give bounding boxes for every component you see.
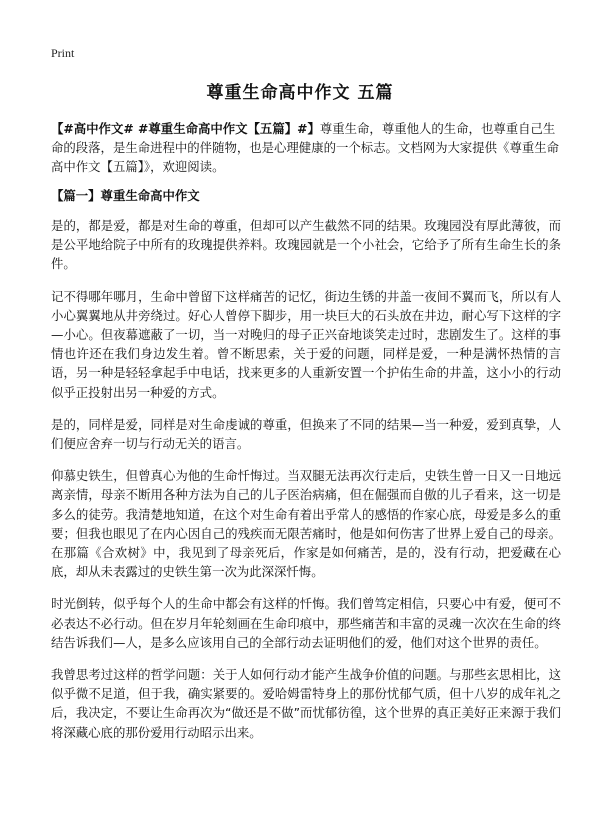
paragraph-5: 时光倒转，似乎每个人的生命中都会有这样的忏悔。我们曾笃定相信，只要心中有爱，便可不必表达不必行动。但在岁月年轮刻画在生命印痕中，那些痛苦和丰富的灵魂一次次在生命的终结告诉我们—人，是多么应该用自己的全部行动去证明他们的爱，他们对这个世界的责任。 bbox=[51, 596, 561, 650]
paragraph-2: 记不得哪年哪月，生命中曾留下这样痛苦的记忆，街边生锈的井盖一夜间不翼而飞，所以有人小心翼翼地从井旁绕过。好心人曾停下脚步，用一块巨大的石头放在井边，耐心写下这样的字—小心。但夜幕遮蔽了一切，当一对晚归的母子正兴奋地谈笑走过时，悲剧发生了。这样的事情也许还在我们身边发生着。曾不断思索，关于爱的问题，同样是爱，一种是满怀热情的言语，另一种是轻轻拿起手中电话，找来更多的人重新安置一个护佑生命的井盖，这小小的行动似乎正投射出另一种爱的方式。 bbox=[51, 288, 561, 400]
paragraph-6: 我曾思考过这样的哲学问题：关于人如何行动才能产生战争价值的问题。与那些玄思相比，这似乎微不足道，但于我，确实紧要的。爱哈姆雷特身上的那份忧郁气质，但十八岁的成年礼之后，我决定，不要让生命再次为“做还是不做”而忧郁彷徨，这个世界的真正美好正来源于我们将深藏心底的那份爱用行动昭示出来。 bbox=[51, 667, 561, 740]
page-title: 尊重生命高中作文 五篇 bbox=[206, 83, 394, 103]
intro-tag: 【#高中作文# #尊重生命高中作文【五篇】#】 bbox=[51, 121, 320, 136]
paragraph-4: 仰慕史铁生，但曾真心为他的生命忏悔过。当双腿无法再次行走后，史铁生曾一日又一日地远离亲情，母亲不断用各种方法为自己的儿子医治病痛，但在倔强而自傲的儿子看来，这一切是多么的徒劳。我清楚地知道，在这个对生命有着出乎常人的感悟的作家心底，母爱是多么的重要；但我也眼见了在内心因自己的残疾而无限苦痛时，他是如何伤害了世界上爱自己的母亲。在那篇《合欢树》中，我见到了母亲死后，作家是如何痛苦，是的，没有行动，把爱藏在心底，却从未表露过的史铁生第一次为此深深忏悔。 bbox=[51, 468, 561, 580]
print-link[interactable]: Print bbox=[51, 46, 75, 60]
article-body bbox=[51, 119, 561, 755]
paragraph-3: 是的，同样是爱，同样是对生命虔诚的尊重，但换来了不同的结果—当一种爱，爱到真挚，人们便应舍弃一切与行动无关的语言。 bbox=[51, 416, 561, 452]
paragraph-1: 是的，都是爱，都是对生命的尊重，但却可以产生截然不同的结果。玫瑰园没有厚此薄彼，而是公平地给院子中所有的玫瑰提供养料。玫瑰园就是一个小社会，它给予了所有生命生长的条件。 bbox=[51, 218, 561, 272]
section-heading: 【篇一】尊重生命高中作文 bbox=[51, 188, 200, 203]
intro-text: 尊重生命，尊重他人的生命，也尊重自己生命的段落，是生命进程中的伴随物，也是心理健康的一个标志。文档网为大家提供《尊重生命高中作文【五篇】》，欢迎阅读。 bbox=[51, 121, 560, 174]
intro-paragraph bbox=[51, 119, 561, 176]
